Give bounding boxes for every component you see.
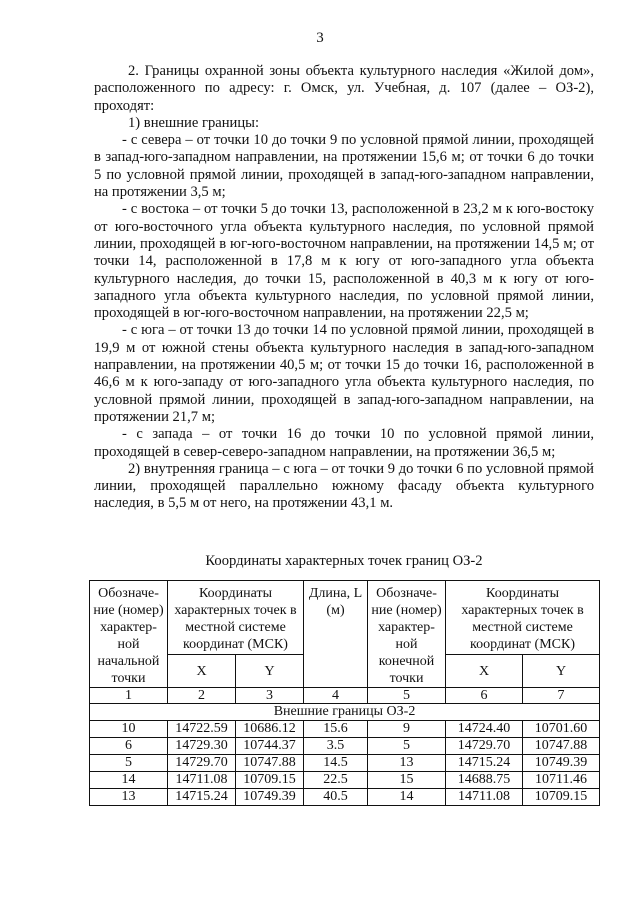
header-start-point: Обозначе-ние (номер) характер-ной начальной точки — [90, 581, 168, 688]
table-row — [90, 738, 600, 755]
cell-end-x: 14715.24 — [446, 755, 523, 772]
column-number: 4 — [304, 688, 368, 704]
table-row — [90, 772, 600, 789]
cell-start-point: 5 — [90, 755, 168, 772]
cell-end-x: 14724.40 — [446, 721, 523, 738]
header-length: Длина, L (м) — [304, 581, 368, 688]
column-number: 1 — [90, 688, 168, 704]
table-caption: Координаты характерных точек границ ОЗ-2 — [205, 553, 483, 569]
cell-start-y: 10749.39 — [236, 789, 304, 806]
header-start-y: Y — [236, 655, 304, 688]
paragraph-south-border: - с юга – от точки 13 до точки 14 по условной прямой линии, проходящей в 19,9 м от южной стены объекта культурного наследия в запад-юго-западном направлении, на протяжении 40,5 м; от точки 15 до точки 16, расположенной в 46,6 м к юго-западу от юго-западного угла объекта культурного наследия, по условной прямой линии, проходящей в запад-юго-западном направлении, на протяжении 21,7 м; — [94, 322, 594, 425]
cell-end-point: 13 — [368, 755, 446, 772]
paragraph-inner-border: 2) внутренняя граница – с юга – от точки 9 до точки 6 по условной прямой линии, проходящей параллельно южному фасаду объекта культурного наследия, в 5,5 м от него, на протяжении 43,1 м. — [94, 460, 594, 512]
column-number-row — [90, 688, 600, 704]
column-number: 2 — [168, 688, 236, 704]
cell-end-point: 14 — [368, 789, 446, 806]
column-number: 7 — [523, 688, 600, 704]
group-title: Внешние границы ОЗ-2 — [90, 704, 600, 721]
header-start-coords: Координаты характерных точек в местной системе координат (МСК) — [168, 581, 304, 655]
cell-start-x: 14729.30 — [168, 738, 236, 755]
cell-start-x: 14715.24 — [168, 789, 236, 806]
cell-length: 14.5 — [304, 755, 368, 772]
cell-length: 15.6 — [304, 721, 368, 738]
cell-end-x: 14729.70 — [446, 738, 523, 755]
column-number: 5 — [368, 688, 446, 704]
coordinates-table — [89, 580, 600, 806]
table-row — [90, 755, 600, 772]
cell-length: 40.5 — [304, 789, 368, 806]
cell-end-point: 5 — [368, 738, 446, 755]
cell-start-y: 10686.12 — [236, 721, 304, 738]
paragraph-north-border: - с севера – от точки 10 до точки 9 по условной прямой линии, проходящей в запад-юго-западном направлении, на протяжении 15,6 м; от точки 6 до точки 5 по условной прямой линии, проходящей в запад-юго-западном направлении, на протяжении 3,5 м; — [94, 132, 594, 201]
cell-start-point: 14 — [90, 772, 168, 789]
column-number: 6 — [446, 688, 523, 704]
cell-length: 22.5 — [304, 772, 368, 789]
cell-end-point: 15 — [368, 772, 446, 789]
table-row — [90, 789, 600, 806]
cell-start-point: 13 — [90, 789, 168, 806]
header-start-x: X — [168, 655, 236, 688]
cell-end-x: 14688.75 — [446, 772, 523, 789]
cell-end-x: 14711.08 — [446, 789, 523, 806]
cell-start-x: 14722.59 — [168, 721, 236, 738]
cell-length: 3.5 — [304, 738, 368, 755]
group-title-row — [90, 704, 600, 721]
cell-start-point: 6 — [90, 738, 168, 755]
cell-end-point: 9 — [368, 721, 446, 738]
column-number: 3 — [236, 688, 304, 704]
cell-start-x: 14711.08 — [168, 772, 236, 789]
cell-end-y: 10711.46 — [523, 772, 600, 789]
paragraph-zone-intro: 2. Границы охранной зоны объекта культурного наследия «Жилой дом», расположенного по адресу: г. Омск, ул. Учебная, д. 107 (далее – ОЗ-2), проходят: — [94, 63, 594, 114]
document-body — [94, 63, 594, 513]
cell-end-y: 10749.39 — [523, 755, 600, 772]
page-number: 3 — [316, 30, 324, 46]
paragraph-outer-borders-heading: 1) внешние границы: — [128, 114, 260, 131]
cell-end-y: 10709.15 — [523, 789, 600, 806]
paragraph-east-border: - с востока – от точки 5 до точки 13, расположенной в 23,2 м к юго-востоку от юго-восточного угла объекта культурного наследия, по условной прямой линии, проходящей в юг-юго-восточном направлении, на протяжении 14,5 м; от точки 14, расположенной в 17,8 м к югу от юго-западного угла объекта культурного наследия, до точки 15, расположенной в 40,3 м к югу от юго-западного угла объекта культурного наследия, по условной прямой линии, проходящей в юг-юго-восточном направлении, на протяжении 22,5 м; — [94, 201, 594, 322]
header-end-point: Обозначе-ние (номер) характер-ной конечной точки — [368, 581, 446, 688]
header-end-coords: Координаты характерных точек в местной системе координат (МСК) — [446, 581, 600, 655]
cell-start-y: 10747.88 — [236, 755, 304, 772]
cell-start-point: 10 — [90, 721, 168, 738]
paragraph-west-border: - с запада – от точки 16 до точки 10 по условной прямой линии, проходящей в север-северо-западном направлении, на протяжении 36,5 м; — [94, 426, 594, 460]
table-row — [90, 721, 600, 738]
cell-start-x: 14729.70 — [168, 755, 236, 772]
header-end-y: Y — [523, 655, 600, 688]
cell-start-y: 10744.37 — [236, 738, 304, 755]
table-header-row — [90, 581, 600, 655]
cell-end-y: 10701.60 — [523, 721, 600, 738]
cell-start-y: 10709.15 — [236, 772, 304, 789]
cell-end-y: 10747.88 — [523, 738, 600, 755]
header-end-x: X — [446, 655, 523, 688]
